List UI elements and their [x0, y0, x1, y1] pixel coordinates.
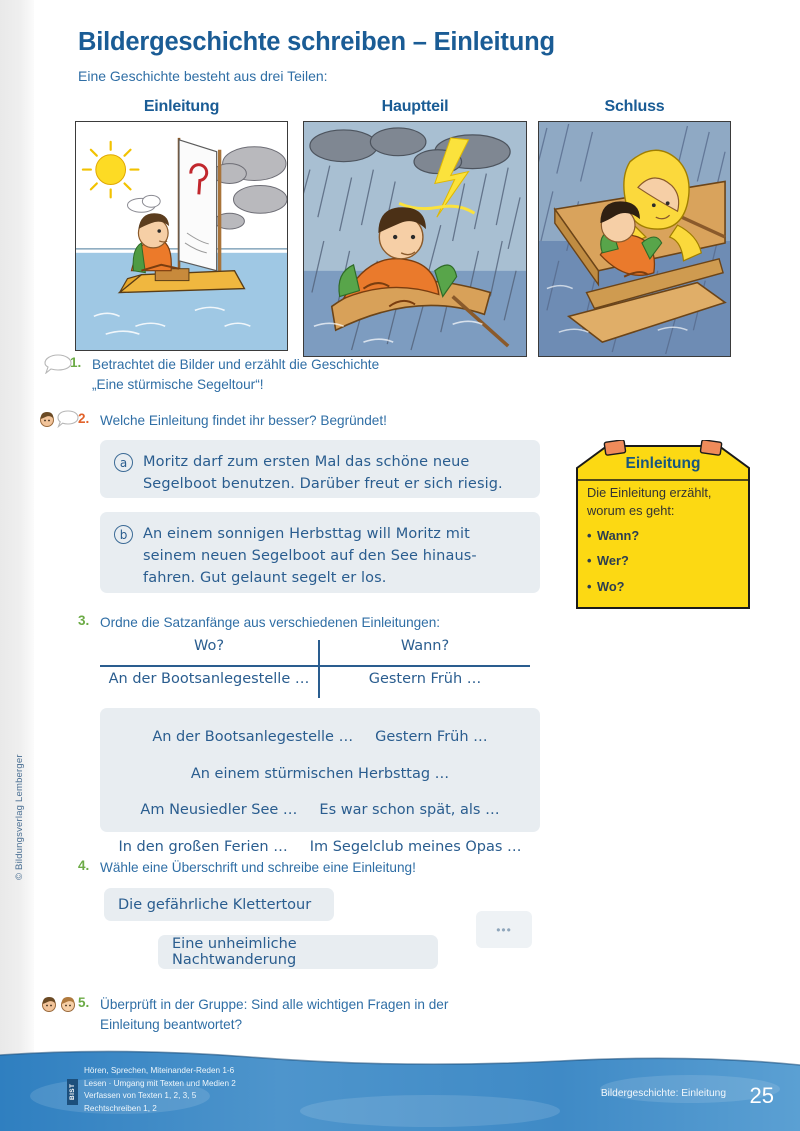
task-4-text: Wähle eine Überschrift und schreibe eine Einleitung! [100, 860, 416, 875]
speech-bubble-icon [44, 354, 72, 374]
word-bank-row-3 [100, 781, 540, 818]
page-subtitle: Eine Geschichte besteht aus drei Teilen: [78, 68, 328, 84]
page-title: Bildergeschichte schreiben – Einleitung [78, 28, 555, 56]
bullet-icon: • [587, 528, 592, 544]
task-1 [70, 355, 520, 394]
note-lead-2: worum es geht: [587, 503, 675, 519]
option-b-line-3: fahren. Gut gelaunt segelt er los. [143, 570, 387, 587]
illustration-rescue-boat [539, 122, 730, 356]
word-bank-row-4 [100, 818, 540, 855]
task-1-number: 1. [70, 355, 82, 370]
speech-bubble-icon [57, 410, 79, 428]
word-bank-item[interactable]: An einem stürmischen Herbsttag … [190, 765, 450, 782]
note-title: Einleitung [625, 455, 701, 472]
left-margin-strip [0, 0, 34, 1060]
word-bank-item[interactable]: Am Neusiedler See … [140, 802, 298, 818]
task-2 [78, 411, 528, 431]
page-number: 25 [749, 1083, 774, 1108]
picture-column-einleitung [75, 98, 288, 351]
picture-strip [75, 98, 731, 350]
table-header-wo: Wo? [193, 638, 225, 654]
child-head-icon [38, 410, 56, 428]
option-a-text [143, 451, 503, 495]
word-bank-row-1 [100, 708, 540, 745]
bullet-icon: • [587, 578, 592, 594]
sorting-table [100, 638, 530, 700]
child-head-icon [59, 995, 77, 1013]
task-1-line-1: Betrachtet die Bilder und erzählt die Geschichte [92, 357, 380, 372]
placeholder-ellipsis-box[interactable]: ••• [476, 911, 532, 948]
footer-topic-label: Bildergeschichte: Einleitung [600, 1088, 726, 1099]
note-item-2: • Wer? [587, 552, 741, 570]
option-b-line-1: An einem sonnigen Herbsttag will Moritz mit [143, 526, 470, 542]
word-bank-box[interactable] [100, 708, 540, 855]
task-2-icons [38, 410, 79, 428]
option-box-b[interactable] [100, 512, 540, 593]
note-lead-1: Die Einleitung erzählt, [587, 485, 712, 500]
task-3 [78, 613, 538, 633]
headline-option-1[interactable]: Die gefährliche Klettertour [104, 888, 334, 921]
bist-standard-line: Rechtschreiben 1, 2 [84, 1103, 157, 1113]
picture-frame-2 [303, 121, 527, 357]
word-bank-row-2 [100, 745, 540, 782]
copyright-notice: © Bildungsverlag Lemberger [14, 754, 25, 880]
task-3-text: Ordne die Satzanfänge aus verschiedenen Einleitungen: [100, 615, 441, 630]
task-5-number: 5. [78, 995, 90, 1010]
word-bank-item[interactable]: Gestern Früh … [375, 729, 488, 745]
task-5-line-2: Einleitung beantwortet? [100, 1016, 243, 1032]
table-cell-wann: Gestern Früh … [368, 671, 482, 687]
option-letter-a: a [114, 453, 133, 472]
word-bank-item[interactable]: In den großen Ferien … [118, 838, 288, 855]
task-2-number: 2. [78, 411, 90, 426]
word-bank-item[interactable]: An der Bootsanlegestelle … [152, 729, 354, 745]
picture-column-hauptteil [303, 98, 527, 357]
bist-standard-line: Hören, Sprechen, Miteinander-Reden 1-6 [84, 1066, 235, 1076]
bist-standard-line: Lesen · Umgang mit Texten und Medien 2 [84, 1078, 236, 1088]
headline-option-2[interactable]: Eine unheimliche Nachtwanderung [158, 935, 438, 969]
bullet-icon: • [587, 553, 592, 569]
word-bank-item[interactable]: Im Segelclub meines Opas … [309, 838, 522, 855]
child-head-icon [40, 995, 58, 1013]
task-5 [78, 995, 548, 1034]
task-1-line-2: „Eine stürmische Segeltour“! [92, 376, 264, 392]
note-item-1: • Wann? [587, 527, 741, 545]
illustration-storm-capsize [304, 122, 526, 356]
option-box-a[interactable] [100, 440, 540, 498]
option-letter-b: b [114, 525, 133, 544]
picture-frame-1 [75, 121, 288, 351]
task-1-text [92, 355, 379, 394]
picture-caption-2: Hauptteil [381, 98, 449, 115]
task-4-number: 4. [78, 858, 90, 873]
word-bank-item[interactable]: Es war schon spät, als … [319, 802, 500, 818]
bist-badge: BIST [67, 1079, 78, 1105]
task-5-line-1: Überprüft in der Gruppe: Sind alle wichtigen Fragen in der [100, 997, 449, 1012]
table-divider-horizontal [100, 665, 530, 667]
table-header-wann: Wann? [400, 638, 450, 654]
option-b-line-2: seinem neuen Segelboot auf den See hinaus- [143, 548, 477, 565]
note-item-3: • Wo? [587, 578, 741, 596]
picture-column-schluss [538, 98, 731, 357]
illustration-sailing-sunny [76, 122, 287, 350]
info-note-einleitung [573, 440, 753, 612]
task-5-text [100, 995, 448, 1034]
page-footer [0, 1041, 800, 1131]
task-5-icons [40, 995, 77, 1013]
option-a-line-2: Segelboot benutzen. Darüber freut er sich riesig. [143, 476, 503, 493]
option-a-line-1: Moritz darf zum ersten Mal das schöne neue [143, 454, 470, 470]
task-2-text: Welche Einleitung findet ihr besser? Begründet! [100, 413, 387, 428]
note-body [587, 484, 741, 596]
bist-standard-line: Verfassen von Texten 1, 2, 3, 5 [84, 1091, 197, 1101]
picture-caption-3: Schluss [604, 98, 665, 115]
bist-standards [84, 1065, 236, 1115]
task-1-icons [44, 354, 72, 374]
picture-caption-1: Einleitung [143, 98, 220, 115]
picture-frame-3 [538, 121, 731, 357]
table-cell-wo: An der Bootsanlegestelle … [108, 671, 310, 687]
option-b-text [143, 523, 477, 589]
task-4 [78, 858, 548, 878]
task-3-number: 3. [78, 613, 90, 628]
